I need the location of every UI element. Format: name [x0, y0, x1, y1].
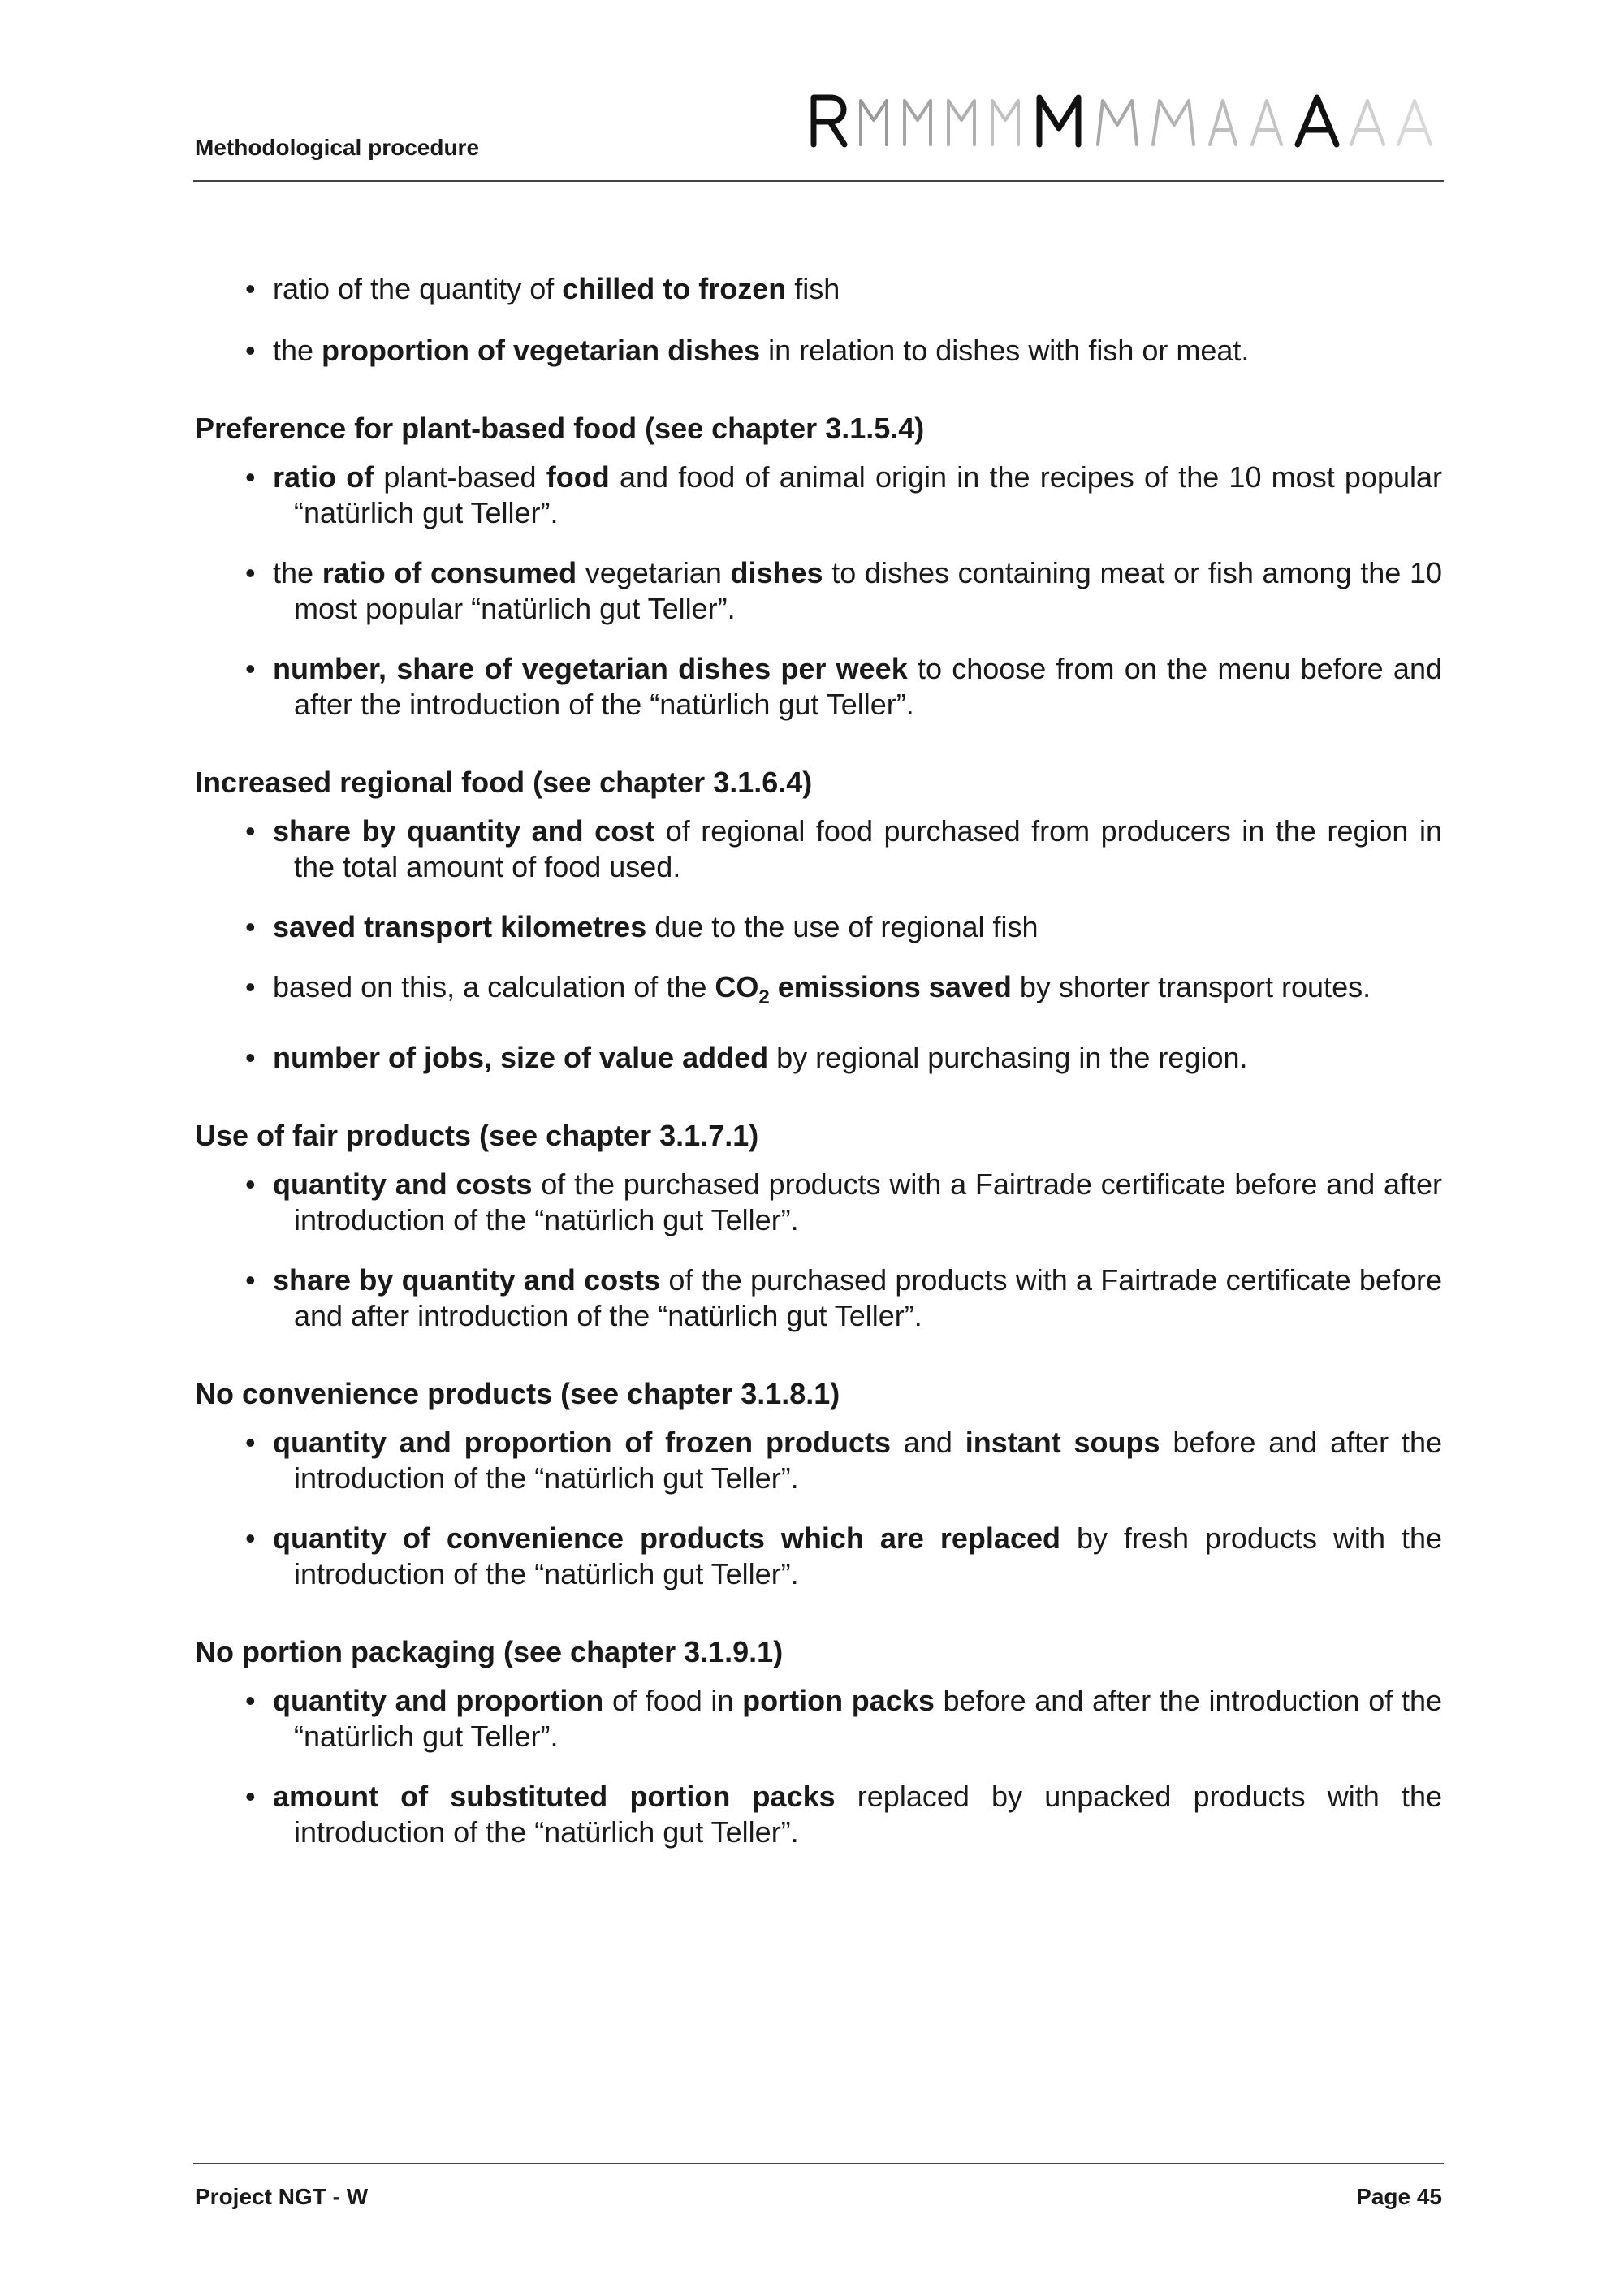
page-header	[193, 81, 1444, 182]
list-item: • number of jobs, size of value added by regional purchasing in the region.	[195, 1040, 1442, 1076]
list-item: • quantity and costs of the purchased products with a Fairtrade certificate before and after introduction of the “natürlich gut Teller”.	[195, 1167, 1442, 1238]
list-item: • quantity of convenience products which are replaced by fresh products with the introduction of the “natürlich gut Teller”.	[195, 1521, 1442, 1592]
intro-list	[195, 271, 1442, 369]
list-item: • quantity and proportion of food in portion packs before and after the introduction of the “natürlich gut Teller”.	[195, 1683, 1442, 1754]
section-heading: Use of fair products (see chapter 3.1.7.1)	[195, 1119, 759, 1153]
brand-logo	[810, 93, 1444, 149]
section-heading: Preference for plant-based food (see chapter 3.1.5.4)	[195, 412, 925, 445]
list-item: • number, share of vegetarian dishes per week to choose from on the menu before and after the introduction of the “natürlich gut Teller”.	[195, 651, 1442, 723]
list-item: • ratio of plant-based food and food of animal origin in the recipes of the 10 most popular “natürlich gut Teller”.	[195, 460, 1442, 531]
bullet-list	[195, 1683, 1442, 1850]
list-item: • ratio of the quantity of chilled to frozen fish	[195, 271, 1442, 307]
section-plant-based	[195, 411, 1442, 723]
section-portion-packaging	[195, 1634, 1442, 1850]
list-item: • the proportion of vegetarian dishes in relation to dishes with fish or meat.	[195, 333, 1442, 369]
bullet-list	[195, 1425, 1442, 1592]
list-item: • share by quantity and cost of regional food purchased from producers in the region in the total amount of food used.	[195, 814, 1442, 885]
page-footer	[193, 2163, 1444, 2213]
bullet-list	[195, 460, 1442, 723]
bullet-list	[195, 1167, 1442, 1334]
section-regional	[195, 765, 1442, 1076]
page-number: Page 45	[1356, 2184, 1442, 2209]
brand-logo-mark	[810, 93, 1444, 149]
list-item: • quantity and proportion of frozen products and instant soups before and after the introduction of the “natürlich gut Teller”.	[195, 1425, 1442, 1496]
list-item: • the ratio of consumed vegetarian dishes to dishes containing meat or fish among the 10 most popular “natürlich gut Teller”.	[195, 555, 1442, 627]
section-heading: No portion packaging (see chapter 3.1.9.1)	[195, 1635, 784, 1669]
bullet-list	[195, 814, 1442, 1076]
section-convenience	[195, 1376, 1442, 1592]
page-content	[195, 271, 1442, 1875]
footer-project: Project NGT - W	[195, 2184, 369, 2209]
section-fair-products	[195, 1118, 1442, 1334]
list-item: • share by quantity and costs of the purchased products with a Fairtrade certificate before and after introduction of the “natürlich gut Teller”.	[195, 1262, 1442, 1334]
list-item: • based on this, a calculation of the $CO_2$ emissions saved by shorter transport routes.	[195, 969, 1442, 1016]
list-item: • amount of substituted portion packs replaced by unpacked products with the introduction of the “natürlich gut Teller”.	[195, 1779, 1442, 1850]
header-title: Methodological procedure	[195, 135, 480, 160]
section-heading: No convenience products (see chapter 3.1.8.1)	[195, 1377, 840, 1411]
section-heading: Increased regional food (see chapter 3.1.6.4)	[195, 766, 813, 799]
list-item: • saved transport kilometres due to the use of regional fish	[195, 909, 1442, 945]
